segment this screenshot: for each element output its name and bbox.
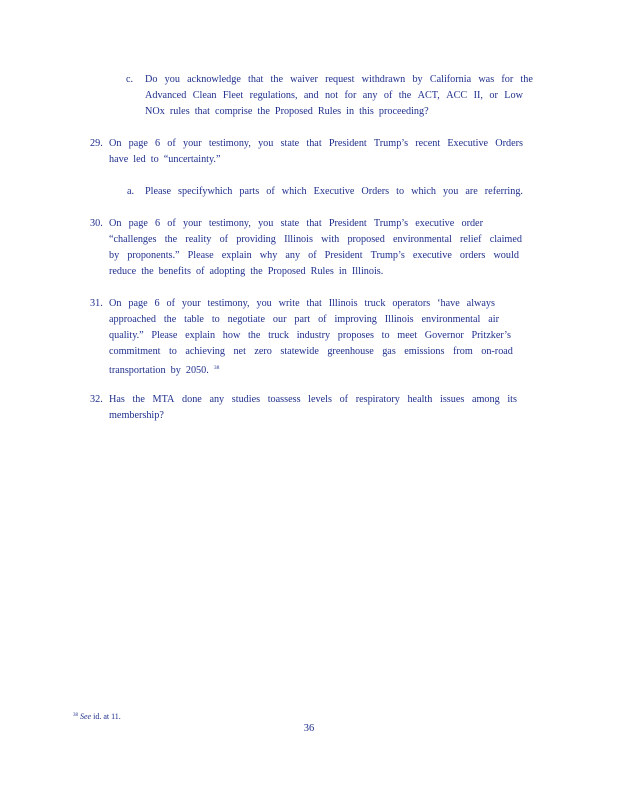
q30-line-3: by proponents.” Please explain why any of President Trump’s executive orders would: [109, 250, 519, 261]
item-c-marker: c.: [126, 74, 134, 85]
item-c-line-2: Advanced Clean Fleet regulations, and not for any of the ACT, ACC II, or Low: [145, 90, 523, 101]
q29-marker: 29.: [90, 138, 103, 149]
footnote: [73, 711, 121, 722]
footnote-see: See: [80, 712, 92, 721]
q30-line-2: “challenges the reality of providing Illinois with proposed environmental relief claimed: [109, 234, 522, 245]
footnote-number: 38: [73, 713, 78, 718]
q31-line-4: commitment to achieving net zero statewide greenhouse gas emissions from on-road: [109, 346, 513, 357]
q31-line-5-text: transportation by 2050.: [109, 365, 209, 376]
q29-line-2: have led to “uncertainty.”: [109, 154, 221, 165]
q32-line-2: membership?: [109, 410, 164, 421]
q29a-marker: a.: [127, 186, 135, 197]
item-c-line-1: Do you acknowledge that the waiver request withdrawn by California was for the: [145, 74, 533, 85]
q30-marker: 30.: [90, 218, 103, 229]
q30-line-4: reduce the benefits of adopting the Proposed Rules in Illinois.: [109, 266, 384, 277]
q31-line-5: [109, 362, 219, 377]
q32-line-1: Has the MTA done any studies toassess levels of respiratory health issues among its: [109, 394, 517, 405]
footnote-text: id. at 11.: [93, 712, 121, 721]
q29-line-1: On page 6 of your testimony, you state that President Trump’s recent Executive Orders: [109, 138, 523, 149]
page-number: 36: [303, 723, 315, 734]
q32-marker: 32.: [90, 394, 103, 405]
q31-line-1: On page 6 of your testimony, you write that Illinois truck operators ‘have always: [109, 298, 495, 309]
q31-line-3: quality.” Please explain how the truck industry proposes to meet Governor Pritzker’s: [109, 330, 511, 341]
q30-line-1: On page 6 of your testimony, you state that President Trump’s executive order: [109, 218, 483, 229]
q29a-line-1: Please specifywhich parts of which Executive Orders to which you are referring.: [145, 186, 523, 197]
item-c-line-3: NOx rules that comprise the Proposed Rules in this proceeding?: [145, 106, 429, 117]
q31-marker: 31.: [90, 298, 103, 309]
q31-line-2: approached the table to negotiate our part of improving Illinois environmental air: [109, 314, 499, 325]
footnote-reference: 38: [213, 365, 220, 371]
